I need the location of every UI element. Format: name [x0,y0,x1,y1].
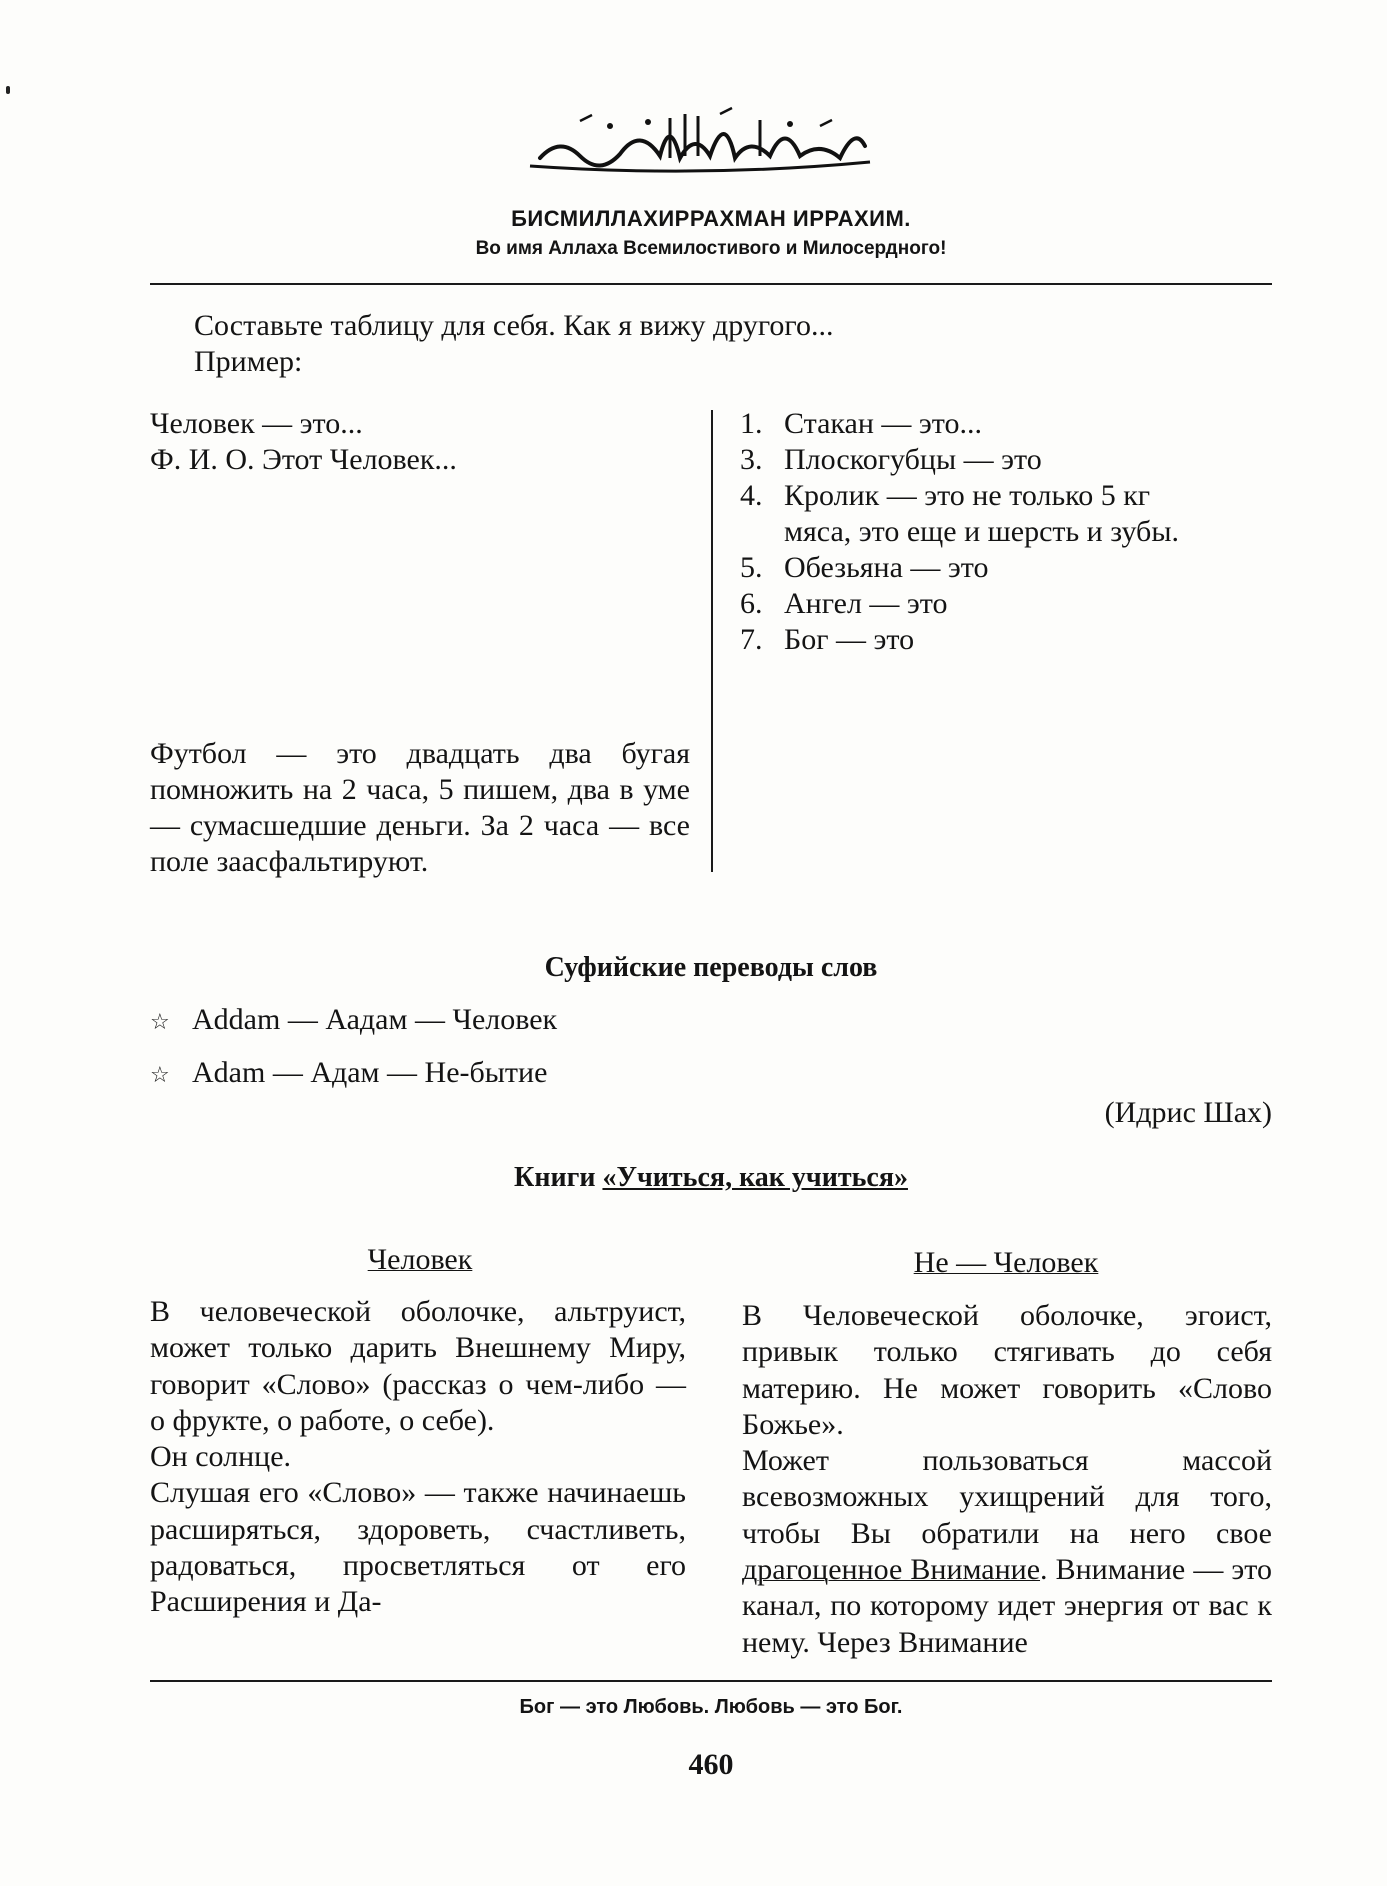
not-human-paragraph-1: В Человеческой оболочке, эгоист, привык только стягивать до себя материю. Не может говорить «Слово Божье». [742,1299,1272,1441]
human-paragraph-2: Он солнце. [150,1440,292,1474]
column-title-human: Человек [367,1243,473,1276]
right-column-list [740,406,1280,658]
human-column-text [150,1294,686,1621]
left-line-2: Ф. И. О. Этот Человек... [150,443,457,476]
underlined-attention: драгоценное Внимание [742,1553,1041,1587]
intro [194,308,1094,380]
human-paragraph-3: Слушая его «Слово» — также начинаешь расширяться, здороветь, счастливеть, радоваться, просветляться от его Расширения и Да- [150,1476,686,1619]
list-item: 1. Стакан — это... [740,407,982,440]
footer-rule [150,1680,1272,1682]
footer-motto: Бог — это Любовь. Любовь — это Бог. [519,1696,903,1718]
left-line-1: Человек — это... [150,407,363,440]
sufi-bullet-1: ☆ Addam — Аадам — Человек [150,1002,557,1041]
books-title: «Учиться, как учиться» [602,1162,908,1193]
list-item: 5. Обезьяна — это [740,551,989,584]
scan-speck [6,86,10,94]
books-heading [150,1162,1272,1194]
sufi-section-title: Суфийские переводы слов [544,952,878,983]
column-title-not-human: Не — Человек [913,1246,1099,1279]
list-item: 3. Плоскогубцы — это [740,443,1042,476]
sufi-bullet-2: ☆ Adam — Адам — Не-бытие [150,1055,547,1094]
not-human-paragraph-2: Может пользоваться массой всевозможных ухищрений для того, чтобы Вы обратили на него свое драгоценное Внимание. Внимание — это канал, по которому идет энергия от вас к нему. Через Внимание [742,1444,1273,1659]
star-outline-icon: ☆ [150,1063,170,1088]
football-paragraph: Футбол — это двадцать два бугая помножить на 2 часа, 5 пишем, два в уме — сумасшедшие деньги. За 2 часа — все поле заасфальтируют. [150,737,690,878]
list-item: 6. Ангел — это [740,587,948,620]
header-title: БИСМИЛЛАХИРРАХМАН ИРРАХИМ. [511,206,911,231]
header-subtitle: Во имя Аллаха Всемилостивого и Милосердного! [475,238,947,259]
list-item: 7. Бог — это [740,623,915,656]
left-column [150,406,690,478]
human-paragraph-1: В человеческой оболочке, альтруист, может только дарить Внешнему Миру, говорит «Слово» (рассказ о чем-либо — о фрукте, о работе, о себе). [150,1295,686,1437]
header-rule [150,283,1272,285]
bismillah-calligraphy [520,96,880,186]
column-divider [711,410,713,872]
not-human-column-text [742,1298,1272,1661]
list-item-continuation: мяса, это еще и шерсть и зубы. [784,515,1179,548]
books-prefix: Книги [514,1162,596,1193]
page-number: 460 [688,1748,734,1781]
star-outline-icon: ☆ [150,1010,170,1035]
list-item: 4. Кролик — это не только 5 кг [740,479,1151,512]
intro-line-1: Составьте таблицу для себя. Как я вижу другого... [194,309,834,342]
intro-line-2: Пример: [194,345,303,378]
attribution: (Идрис Шах) [1104,1096,1272,1129]
